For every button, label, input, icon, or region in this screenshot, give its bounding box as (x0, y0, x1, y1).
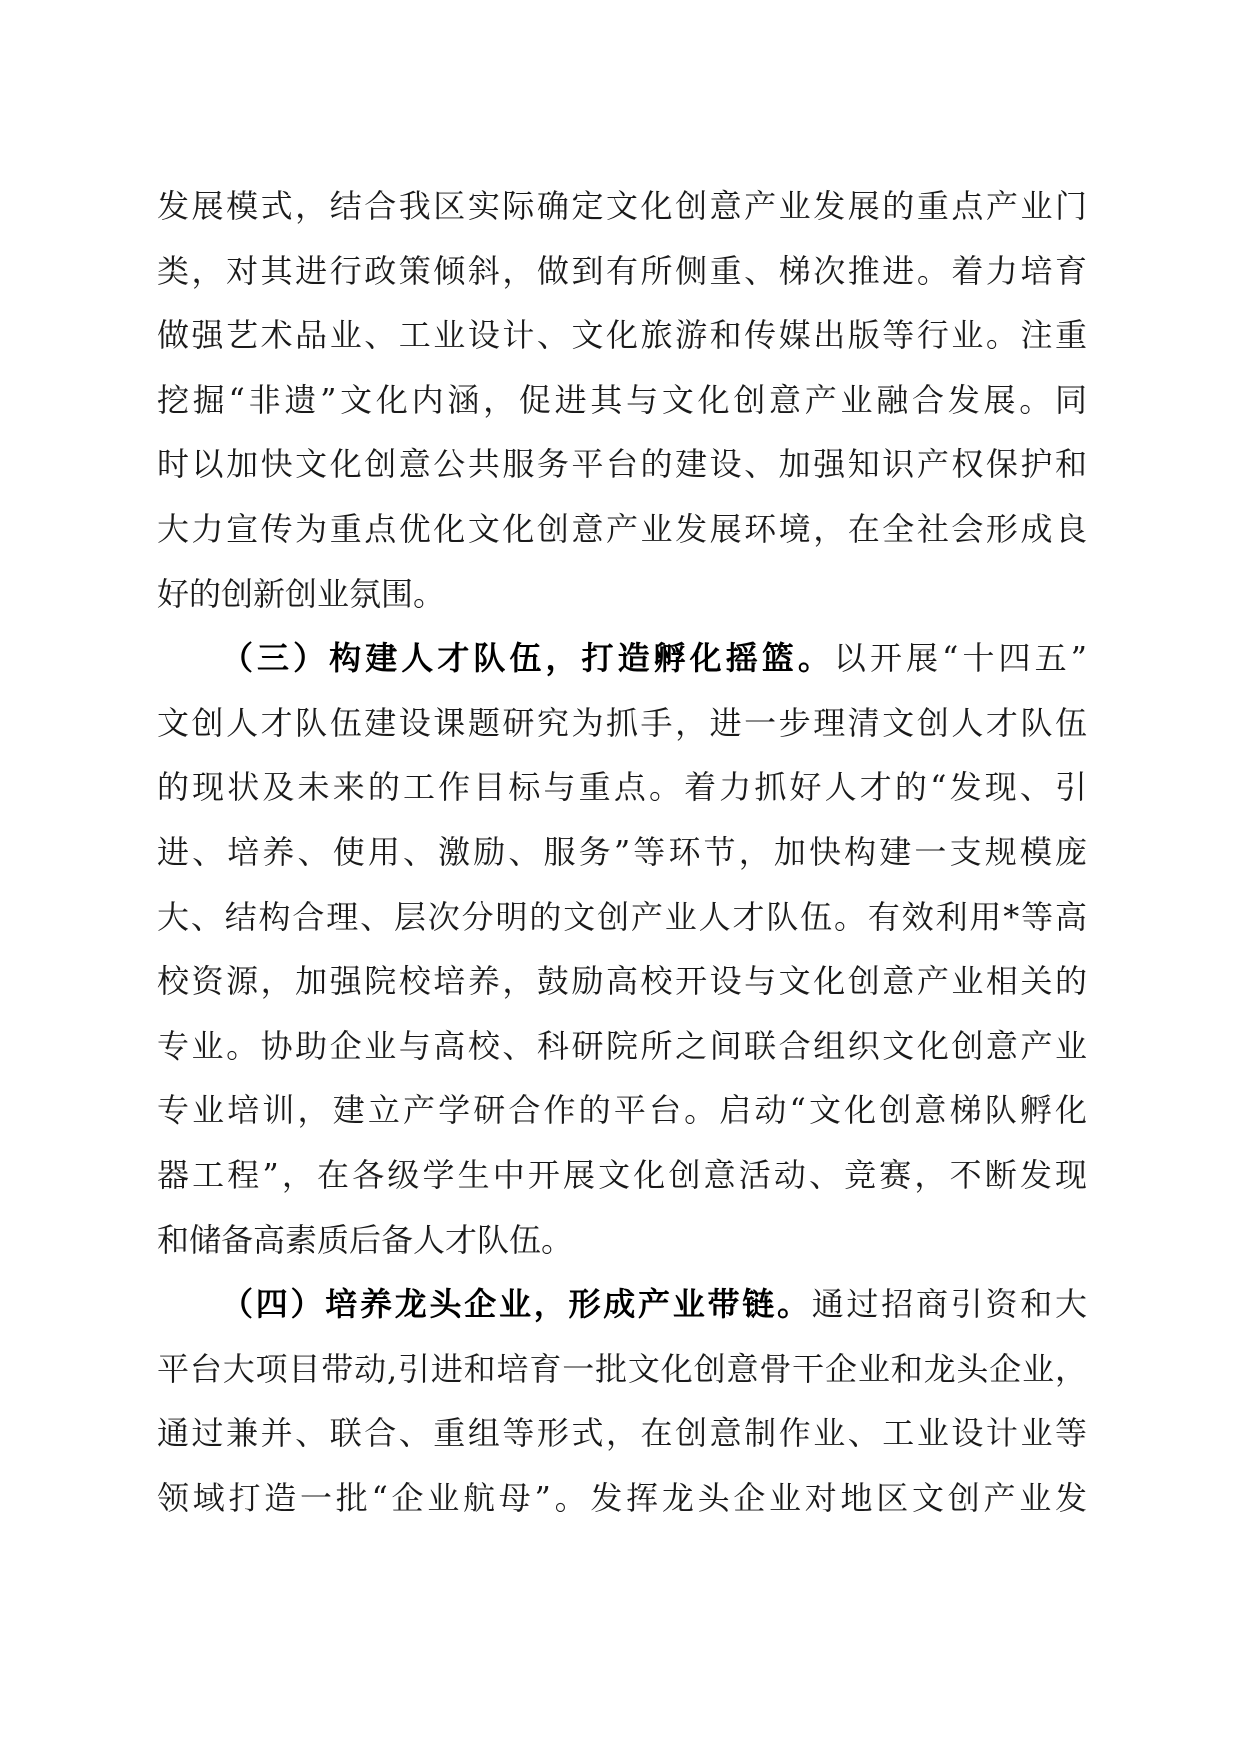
section-three-first-line (157, 626, 1087, 691)
paragraph-line: 的现状及未来的工作目标与重点。着力抓好人才的“发现、引 (157, 768, 1087, 807)
section-four-first-line-rest: 通过招商引资和大 (811, 1285, 1087, 1324)
paragraph-line: 大力宣传为重点优化文化创意产业发展环境，在全社会形成良 (157, 509, 1087, 548)
section-four-first-line (157, 1272, 1087, 1337)
paragraph-line: 和储备高素质后备人才队伍。 (157, 1220, 574, 1259)
paragraph-line: 做强艺术品业、工业设计、文化旅游和传媒出版等行业。注重 (157, 316, 1087, 355)
paragraph-line: 类，对其进行政策倾斜，做到有所侧重、梯次推进。着力培育 (157, 251, 1087, 290)
paragraph-line: 领域打造一批“企业航母”。发挥龙头企业对地区文创产业发 (157, 1478, 1087, 1517)
paragraph-line: 器工程”，在各级学生中开展文化创意活动、竞赛，不断发现 (157, 1155, 1087, 1194)
paragraph-line: 大、结构合理、层次分明的文创产业人才队伍。有效利用*等高 (157, 897, 1087, 936)
paragraph-line: 通过兼并、联合、重组等形式，在创意制作业、工业设计业等 (157, 1414, 1087, 1453)
paragraph-line: 挖掘“非遗”文化内涵，促进其与文化创意产业融合发展。同 (157, 380, 1087, 419)
paragraph-line: 发展模式，结合我区实际确定文化创意产业发展的重点产业门 (157, 187, 1087, 225)
paragraph-line: 文创人才队伍建设课题研究为抓手，进一步理清文创人才队伍 (157, 703, 1087, 742)
paragraph-line: 时以加快文化创意公共服务平台的建设、加强知识产权保护和 (157, 445, 1087, 484)
paragraph-line: 专业培训，建立产学研合作的平台。启动“文化创意梯队孵化 (157, 1091, 1087, 1130)
paragraph-line: 进、培养、使用、激励、服务”等环节，加快构建一支规模庞 (157, 832, 1087, 871)
paragraph-line: 专业。协助企业与高校、科研院所之间联合组织文化创意产业 (157, 1026, 1087, 1065)
section-four-heading: （四）培养龙头企业，形成产业带链。 (221, 1285, 812, 1324)
paragraph-line: 平台大项目带动,引进和培育一批文化创意骨干企业和龙头企业， (157, 1349, 1087, 1388)
paragraph-line: 好的创新创业氛围。 (157, 574, 446, 613)
section-three-first-line-rest: 以开展“十四五” (833, 639, 1087, 678)
section-three-heading: （三）构建人才队伍，打造孵化摇篮。 (221, 639, 834, 678)
paragraph-line: 校资源，加强院校培养，鼓励高校开设与文化创意产业相关的 (157, 962, 1087, 1001)
body-text (157, 174, 1087, 1530)
